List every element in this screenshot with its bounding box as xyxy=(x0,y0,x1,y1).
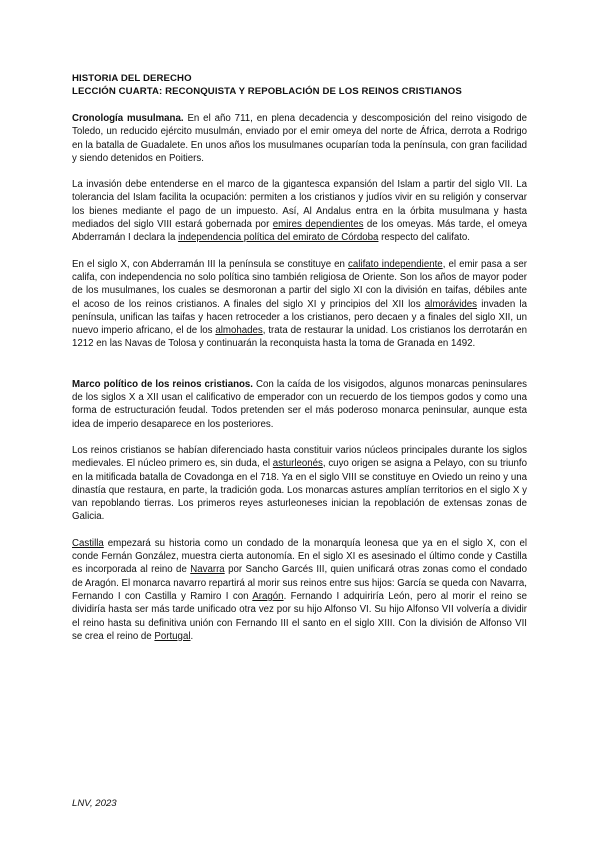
lesson-title: LECCIÓN CUARTA: RECONQUISTA Y REPOBLACIÓN DE LOS REINOS CRISTIANOS xyxy=(72,86,462,97)
paragraph-cronologia-3 xyxy=(72,258,527,351)
text-run: . Fernando I adquiriría León, pero al morir el reino se dividiría hasta ser más tarde unificado otra vez por su hijo Alfonso VI. Su hijo Alfonso VII volvería a dividir el reino hasta su definitiva unión con Fernando III el santo en el siglo XIII. Con la división de Alfonso VII se crea el reino de xyxy=(72,590,527,642)
document-page xyxy=(72,72,527,643)
paragraph-cronologia-1 xyxy=(72,112,527,165)
text-run: invaden la península, unifican las taifas y hacen retroceder a los cristianos, pero decaen y a finales del siglo XII, un nuevo imperio africano, el de los xyxy=(72,298,527,337)
text-run: respecto del califato. xyxy=(378,232,470,244)
text-run: , cuyo origen se asigna a Pelayo, con su triunfo en la mitificada batalla de Covadonga en el 718. Ya en el siglo VIII se constituye en Oviedo un reino y una dinastía que restaura, en parte, la tradición goda. Los monarcas astures amplían territorios en el siglo X y van repoblando tierras. Los primeros reyes asturleoneses inician la repoblación de extensas zonas de Galicia. xyxy=(72,458,527,523)
underlined-term: almorávides xyxy=(424,298,478,310)
underlined-term: asturleonés xyxy=(272,458,323,470)
underlined-term: independencia política del emirato de Córdoba xyxy=(178,232,379,244)
underlined-term: Aragón xyxy=(252,590,284,602)
text-run: de los omeyas. Más tarde, el omeya Abderramán I declara la xyxy=(72,219,527,244)
paragraph-marco-3 xyxy=(72,537,527,643)
text-run: , el emir pasa a ser califa, con independencia no solo política sino también religiosa de Oriente. Son los años de mayor poder de los musulmanes, los cuales se desmoronan a partir del siglo XI con la división en taifas, débiles ante el acoso de los reinos cristianos. A finales del siglo XI y principios del XII los xyxy=(72,258,527,310)
underlined-term: Navarra xyxy=(190,564,225,576)
text-run: En el siglo X, con Abderramán III la península se constituye en xyxy=(72,258,349,270)
course-title: HISTORIA DEL DERECHO xyxy=(72,73,192,84)
footer-signature: LNV, 2023 xyxy=(72,798,117,809)
text-run: Los reinos cristianos se habían diferenciado hasta constituir varios núcleos principales durante los siglos medievales. El núcleo primero es, sin duda, el xyxy=(72,444,527,470)
underlined-term: emires dependientes xyxy=(272,219,364,231)
text-run: Con la caída de los visigodos, algunos monarcas peninsulares de los siglos X a XII usan el calificativo de emperador con un recuerdo de los tiempos godos y como una forma de estructuración feudal. Todos pretenden ser el más poderoso monarca peninsular, aunque esta idea de imperio desaparece en los posteriores. xyxy=(72,378,527,430)
underlined-term: califato independiente xyxy=(348,258,443,270)
section-heading-marco: Marco político de los reinos cristianos. xyxy=(72,378,253,390)
text-run: En el año 711, en plena decadencia y descomposición del reino visigodo de Toledo, un reducido ejército musulmán, enviado por el emir omeya del norte de África, derrota a Rodrigo en la batalla de Guadalete. En unos años los musulmanes ocuparían toda la península, con gran facilidad y siendo detenidos en Poitiers. xyxy=(72,113,527,164)
section-heading-cronologia: Cronología musulmana. xyxy=(72,113,184,124)
underlined-term: Castilla xyxy=(72,537,104,549)
paragraph-cronologia-2 xyxy=(72,178,527,244)
underlined-term: Portugal xyxy=(154,630,191,642)
paragraph-marco-2 xyxy=(72,444,527,524)
underlined-term: almohades xyxy=(215,325,263,337)
text-run: . xyxy=(190,630,194,642)
text-run: por Sancho Garcés III, quien unificará otras zonas como el condado de Aragón. El monarca navarro repartirá al morir sus reinos entre sus hijos: García se queda con Navarra, Fernando I con Castilla y Ramiro I con xyxy=(72,564,527,602)
text-run: empezará su historia como un condado de la monarquía leonesa que ya en el siglo X, con el conde Fernán González, muestra cierta autonomía. En el siglo XI es asesinado el último conde y Castilla es incorporada al reino de xyxy=(72,537,527,576)
text-run: , trata de restaurar la unidad. Los cristianos los derrotarán en 1212 en las Navas de Tolosa y continuarán la reconquista hasta la toma de Granada en 1492. xyxy=(72,325,527,350)
paragraph-marco-1 xyxy=(72,378,527,431)
text-run: La invasión debe entenderse en el marco de la gigantesca expansión del Islam a partir del siglo VII. La tolerancia del Islam facilita la ocupación: permiten a los cristianos y judíos vivir en su religión y conservar los bienes mediante el pago de un impuesto. Así, Al Andalus entra en la órbita musulmana y hasta mediados del siglo VIII estará gobernada por xyxy=(72,179,527,231)
